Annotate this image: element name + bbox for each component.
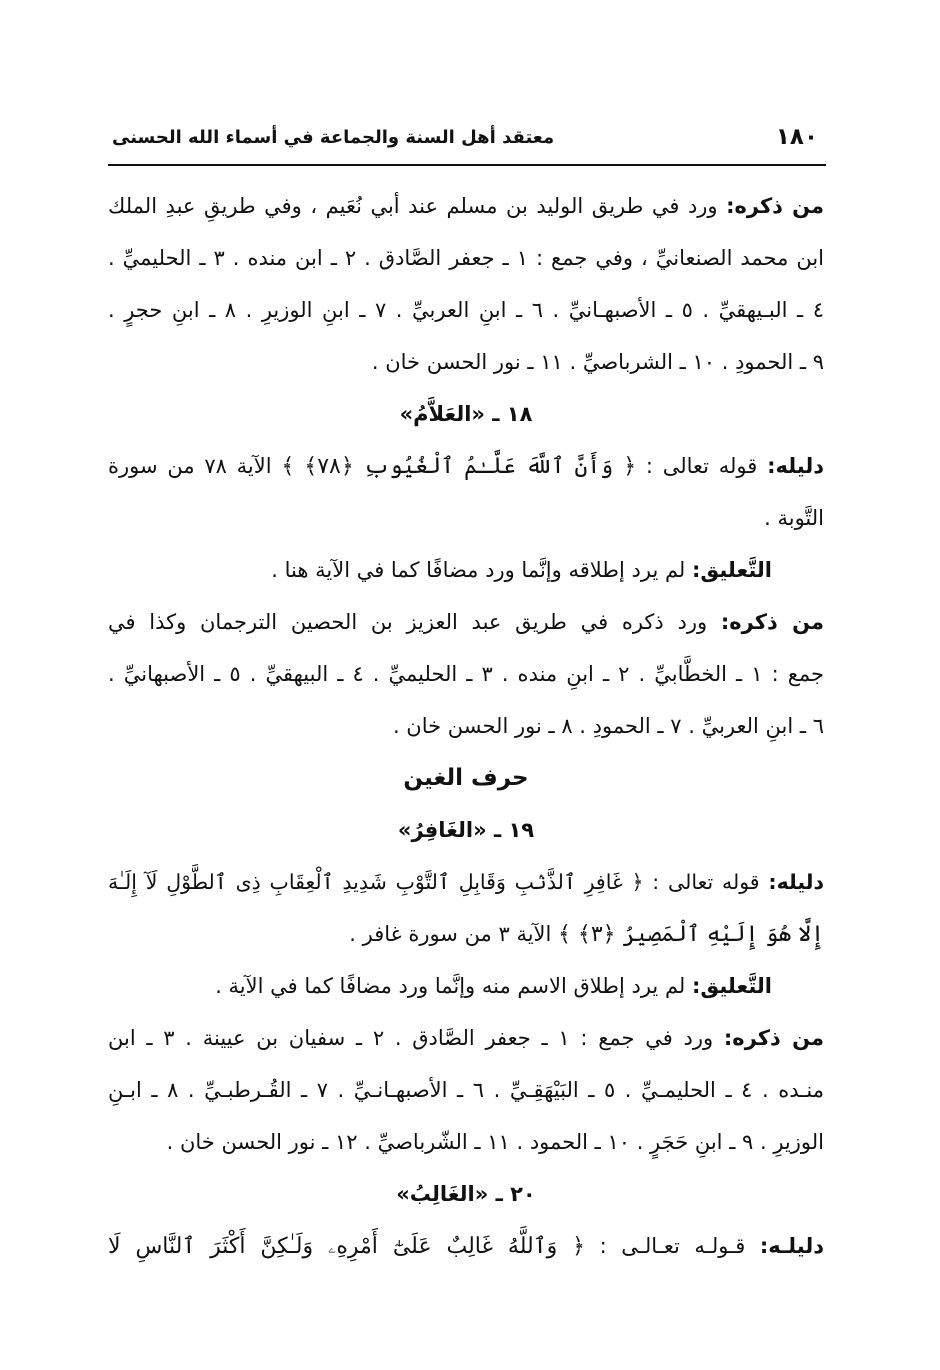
section-label: التَّعليق:: [692, 974, 772, 998]
text-line: [108, 1012, 824, 1064]
text-line: جمع : ١ ـ الخطَّابيِّ . ٢ ـ ابنِ منده . ٣ ـ الحليميِّ . ٤ ـ البيهقيِّ . ٥ ـ الأصبهانيِّ .: [108, 662, 824, 686]
text-line: [108, 1220, 824, 1272]
line-text: ورد في جمع : ١ ـ جعفر الصَّادق . ٢ ـ سفيان بن عيينة . ٣ ـ ابن: [108, 1026, 724, 1050]
quran-verse: ﴿ غَافِرِ ٱلذَّنۢبِ وَقَابِلِ ٱلتَّوْبِ شَدِيدِ ٱلْعِقَابِ ذِى ٱلطَّوْلِ لَآ إِلَـٰهَ: [108, 870, 644, 894]
section-label: من ذكره:: [723, 1026, 824, 1050]
text-line: [108, 180, 824, 232]
quran-verse: ﴿ وَٱللَّهُ غَالِبٌ عَلَىٰٓ أَمْرِهِۦ وَلَـٰكِنَّ أَكْثَرَ ٱلنَّاسِ لَا: [108, 1234, 585, 1259]
section-label: دليله:: [768, 870, 824, 894]
quran-verse: إِلَّا هُوَ إِلَيْهِ ٱلْمَصِيرُ ﴿٣﴾ ﴾: [558, 922, 824, 947]
text-line: [108, 596, 824, 648]
line-text: الآية ٧٨ من سورة: [108, 454, 282, 478]
page-body: [108, 180, 824, 1272]
line-text: قوله تعالى :: [643, 870, 769, 894]
text-line: [108, 960, 824, 1012]
text-line: ابن محمد الصنعانيِّ ، وفي جمع : ١ ـ جعفر الصَّادق . ٢ ـ ابن منده . ٣ ـ الحليميِّ .: [108, 246, 824, 270]
line-text: قـولـه تعـالـى :: [585, 1234, 760, 1258]
text-line: [108, 440, 824, 492]
section-label: دليله:: [767, 454, 824, 478]
page-header: [108, 118, 826, 162]
text-line: ٦ ـ ابنِ العربيِّ . ٧ ـ الحمودِ . ٨ ـ نور الحسن خان .: [392, 714, 824, 738]
text-line: الوزيرِ . ٩ ـ ابنِ حَجَرٍ . ١٠ ـ الحمود . ١١ ـ الشّرباصيِّ . ١٢ ـ نور الحسن خان .: [166, 1130, 824, 1154]
section-label: التَّعليق:: [692, 558, 772, 582]
text-line: ٩ ـ الحمودِ . ١٠ ـ الشرباصيِّ . ١١ ـ نور الحسن خان .: [371, 350, 824, 374]
name-heading-20: ٢٠ ـ «الغَالِبُ»: [396, 1182, 536, 1206]
text-line: [108, 908, 824, 960]
name-heading-19: ١٩ ـ «الغَافِرُ»: [397, 818, 535, 842]
running-title: معتقد أهل السنة والجماعة في أسماء الله الحسنى: [112, 127, 555, 148]
text-line: ٤ ـ البـيهقيِّ . ٥ ـ الأصبهـانيِّ . ٦ ـ ابنِ العربيِّ . ٧ ـ ابنِ الوزيرِ . ٨ ـ ابنِ حجرٍ .: [108, 298, 824, 322]
text-line: التَّوبة .: [764, 506, 824, 530]
line-text: ورد ذكره في طريق عبد العزيز بن الحصين الترجمان وكذا في: [108, 610, 721, 634]
header-rule: [108, 164, 826, 166]
text-line: منـده . ٤ ـ الحليمـيِّ . ٥ ـ البَيْهَقِـيِّ . ٦ ـ الأصبهـانـيِّ . ٧ ـ القُـرطبـيِّ . ٨ ـ ابـنِ: [108, 1078, 824, 1102]
section-label: دليلـه:: [759, 1234, 824, 1258]
page-number: ١٨٠: [775, 124, 818, 150]
line-text: لم يرد إطلاقه وإنَّما ورد مضافًا كما في الآية هنا .: [271, 558, 693, 582]
line-text: الآية ٣ من سورة غافر .: [349, 922, 559, 946]
quran-verse: ﴿ وَأَنَّ ٱللَّهَ عَلَّـٰمُ ٱلْغُيُوبِ ﴿٧٨﴾ ﴾: [281, 454, 637, 479]
text-line: [108, 544, 824, 596]
section-label: من ذكره:: [726, 194, 824, 218]
line-text: قوله تعالى :: [636, 454, 768, 478]
name-heading-18: ١٨ ـ «العَلاَّمُ»: [399, 402, 533, 426]
section-label: من ذكره:: [720, 610, 824, 634]
text-line: [108, 856, 824, 908]
line-text: ورد في طريق الوليد بن مسلم عند أبي نُعَيم ، وفي طريقِ عبدِ الملك: [108, 194, 727, 218]
section-heading: حرف الغين: [403, 765, 529, 791]
line-text: لم يرد إطلاق الاسم منه وإنَّما ورد مضافًا كما في الآية .: [215, 974, 693, 998]
